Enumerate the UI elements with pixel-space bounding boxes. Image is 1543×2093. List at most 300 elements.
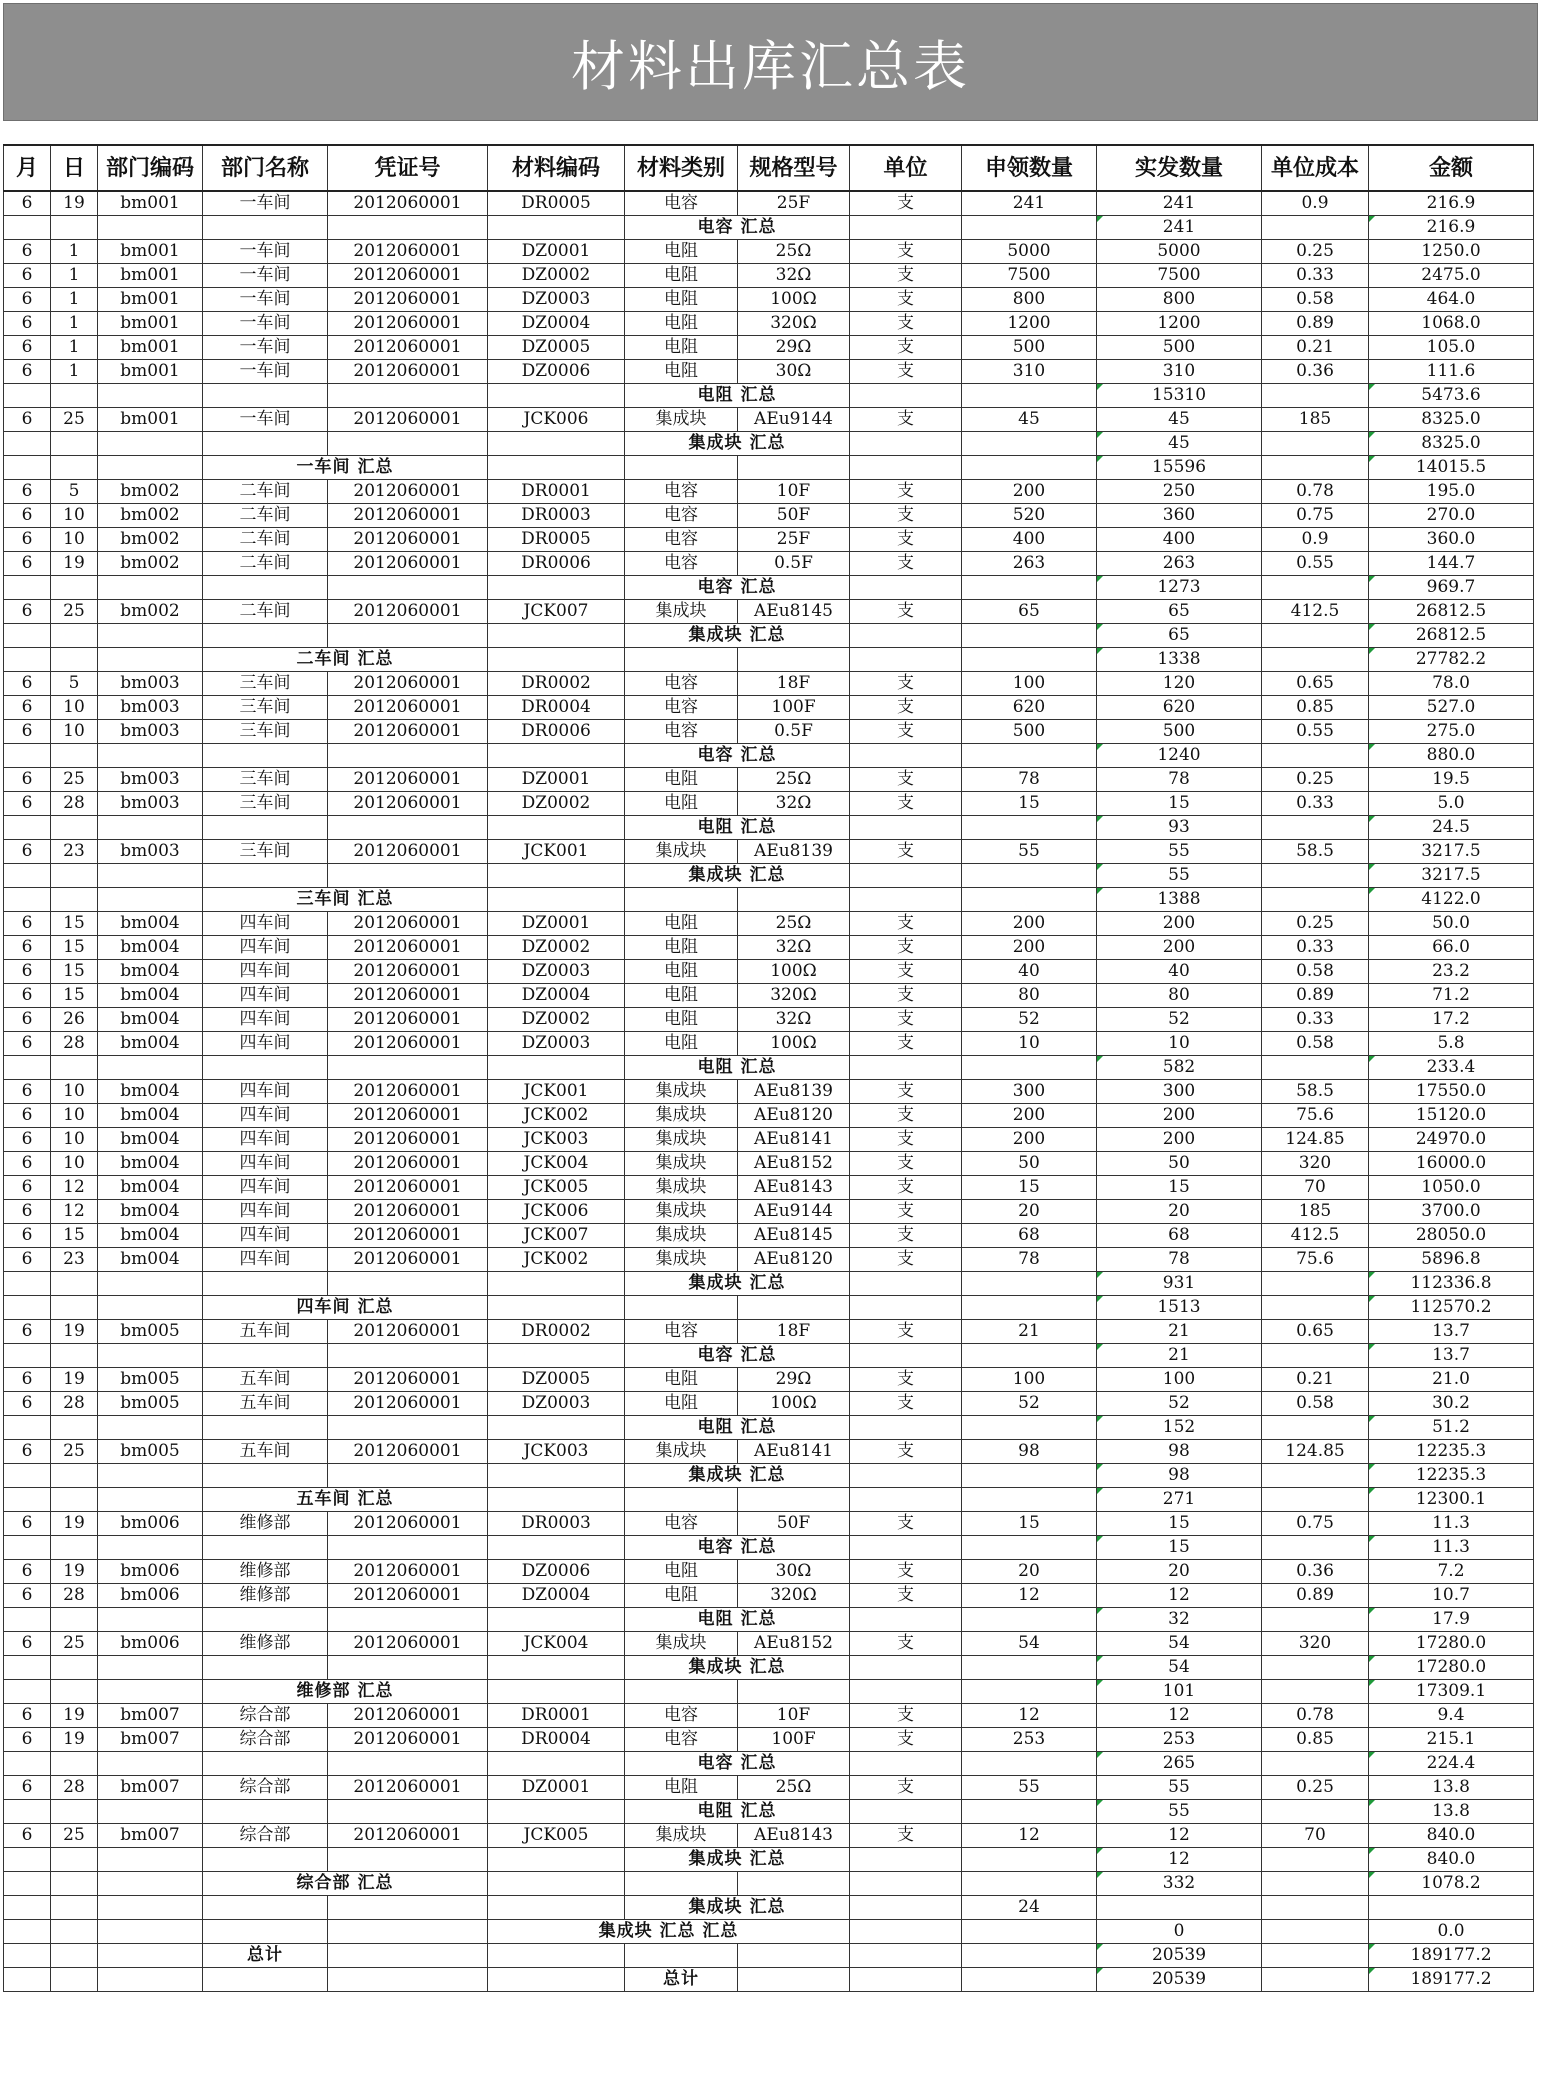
table-cell[interactable]: AEu8145 xyxy=(738,1224,850,1248)
table-cell[interactable]: bm001 xyxy=(98,240,203,264)
footer-category-label[interactable]: 集成块 汇总 xyxy=(625,1896,850,1920)
table-cell[interactable]: 0.85 xyxy=(1262,1728,1369,1752)
table-cell[interactable] xyxy=(203,864,328,888)
table-cell[interactable]: 253 xyxy=(962,1728,1097,1752)
table-cell[interactable]: 24970.0 xyxy=(1369,1128,1534,1152)
subtotal-label[interactable]: 电容 汇总 xyxy=(625,744,850,768)
table-cell[interactable]: bm007 xyxy=(98,1776,203,1800)
table-cell[interactable]: 2012060001 xyxy=(328,264,488,288)
table-cell[interactable] xyxy=(4,816,51,840)
table-cell[interactable]: 2012060001 xyxy=(328,1320,488,1344)
table-cell[interactable]: bm006 xyxy=(98,1560,203,1584)
table-cell[interactable] xyxy=(488,1608,625,1632)
table-cell[interactable]: 支 xyxy=(850,1200,962,1224)
table-cell[interactable] xyxy=(4,1920,51,1944)
subtotal-label[interactable]: 电阻 汇总 xyxy=(625,1800,850,1824)
table-cell[interactable] xyxy=(203,624,328,648)
table-cell[interactable]: 32Ω xyxy=(738,792,850,816)
table-cell[interactable] xyxy=(962,1656,1097,1680)
subtotal-amount[interactable]: 26812.5 xyxy=(1369,624,1534,648)
table-cell[interactable]: 105.0 xyxy=(1369,336,1534,360)
table-cell[interactable] xyxy=(625,1488,738,1512)
table-cell[interactable] xyxy=(962,1848,1097,1872)
table-cell[interactable] xyxy=(98,1848,203,1872)
table-cell[interactable]: AEu8141 xyxy=(738,1440,850,1464)
table-cell[interactable] xyxy=(51,1464,98,1488)
table-cell[interactable]: 集成块 xyxy=(625,1200,738,1224)
table-cell[interactable] xyxy=(850,432,962,456)
table-cell[interactable]: JCK003 xyxy=(488,1440,625,1464)
table-cell[interactable]: 四车间 xyxy=(203,1176,328,1200)
table-cell[interactable]: bm004 xyxy=(98,1176,203,1200)
table-cell[interactable]: 6 xyxy=(4,1248,51,1272)
table-cell[interactable]: bm003 xyxy=(98,840,203,864)
table-cell[interactable]: 216.9 xyxy=(1369,191,1534,216)
table-cell[interactable] xyxy=(962,1800,1097,1824)
table-cell[interactable]: 0.25 xyxy=(1262,768,1369,792)
table-cell[interactable]: DR0002 xyxy=(488,672,625,696)
table-cell[interactable]: 支 xyxy=(850,191,962,216)
table-cell[interactable]: 800 xyxy=(1097,288,1262,312)
table-cell[interactable]: 80 xyxy=(962,984,1097,1008)
table-cell[interactable]: 25F xyxy=(738,528,850,552)
table-cell[interactable]: bm004 xyxy=(98,1248,203,1272)
table-cell[interactable]: 320 xyxy=(1262,1632,1369,1656)
table-cell[interactable]: 6 xyxy=(4,1392,51,1416)
table-cell[interactable]: bm003 xyxy=(98,672,203,696)
table-cell[interactable]: 5000 xyxy=(1097,240,1262,264)
table-cell[interactable]: 3700.0 xyxy=(1369,1200,1534,1224)
table-cell[interactable]: 20 xyxy=(1097,1560,1262,1584)
table-cell[interactable]: 10 xyxy=(51,504,98,528)
grand-total-amount[interactable]: 189177.2 xyxy=(1369,1968,1534,1992)
table-cell[interactable]: 54 xyxy=(962,1632,1097,1656)
table-cell[interactable]: 185 xyxy=(1262,408,1369,432)
table-cell[interactable] xyxy=(203,1608,328,1632)
table-cell[interactable]: DZ0006 xyxy=(488,1560,625,1584)
table-cell[interactable]: 100 xyxy=(962,1368,1097,1392)
table-cell[interactable] xyxy=(488,888,625,912)
table-cell[interactable]: 6 xyxy=(4,1104,51,1128)
table-cell[interactable]: 100 xyxy=(1097,1368,1262,1392)
department-subtotal-label[interactable]: 三车间 汇总 xyxy=(203,888,488,912)
table-cell[interactable]: 23 xyxy=(51,1248,98,1272)
department-amount[interactable]: 12300.1 xyxy=(1369,1488,1534,1512)
table-cell[interactable]: 2012060001 xyxy=(328,360,488,384)
table-cell[interactable]: 500 xyxy=(1097,336,1262,360)
table-cell[interactable]: 电容 xyxy=(625,480,738,504)
table-cell[interactable]: 10.7 xyxy=(1369,1584,1534,1608)
table-cell[interactable]: 26812.5 xyxy=(1369,600,1534,624)
table-cell[interactable]: 0.85 xyxy=(1262,696,1369,720)
table-cell[interactable]: 320 xyxy=(1262,1152,1369,1176)
table-cell[interactable] xyxy=(1262,1920,1369,1944)
table-cell[interactable]: 0.33 xyxy=(1262,792,1369,816)
table-cell[interactable]: 6 xyxy=(4,1224,51,1248)
table-cell[interactable]: 26 xyxy=(51,1008,98,1032)
table-cell[interactable]: 2012060001 xyxy=(328,1824,488,1848)
table-cell[interactable]: 0.55 xyxy=(1262,552,1369,576)
table-cell[interactable] xyxy=(98,1656,203,1680)
table-cell[interactable]: 12 xyxy=(962,1704,1097,1728)
table-cell[interactable] xyxy=(4,1056,51,1080)
table-cell[interactable]: 70 xyxy=(1262,1176,1369,1200)
table-cell[interactable] xyxy=(328,1056,488,1080)
table-cell[interactable]: 电容 xyxy=(625,528,738,552)
table-cell[interactable]: 0.75 xyxy=(1262,504,1369,528)
table-cell[interactable]: 45 xyxy=(1097,408,1262,432)
table-cell[interactable]: bm006 xyxy=(98,1632,203,1656)
table-cell[interactable] xyxy=(328,816,488,840)
table-cell[interactable]: 支 xyxy=(850,1128,962,1152)
table-cell[interactable] xyxy=(98,888,203,912)
table-cell[interactable] xyxy=(1369,1896,1534,1920)
table-cell[interactable]: 6 xyxy=(4,360,51,384)
table-cell[interactable] xyxy=(1262,1800,1369,1824)
table-cell[interactable]: bm004 xyxy=(98,1128,203,1152)
table-cell[interactable] xyxy=(51,432,98,456)
table-cell[interactable]: 241 xyxy=(962,191,1097,216)
table-cell[interactable]: 78 xyxy=(962,1248,1097,1272)
table-cell[interactable]: 7500 xyxy=(1097,264,1262,288)
table-cell[interactable]: DZ0005 xyxy=(488,1368,625,1392)
table-cell[interactable]: 28 xyxy=(51,792,98,816)
table-cell[interactable]: DZ0004 xyxy=(488,984,625,1008)
table-cell[interactable]: 253 xyxy=(1097,1728,1262,1752)
table-cell[interactable] xyxy=(51,456,98,480)
table-cell[interactable] xyxy=(488,816,625,840)
table-cell[interactable]: 400 xyxy=(1097,528,1262,552)
table-cell[interactable]: 6 xyxy=(4,408,51,432)
table-cell[interactable] xyxy=(51,1920,98,1944)
table-cell[interactable]: 0.58 xyxy=(1262,1392,1369,1416)
table-cell[interactable] xyxy=(962,1536,1097,1560)
table-cell[interactable]: 四车间 xyxy=(203,1248,328,1272)
table-cell[interactable] xyxy=(962,744,1097,768)
table-cell[interactable] xyxy=(738,1296,850,1320)
table-cell[interactable]: 6 xyxy=(4,672,51,696)
table-cell[interactable] xyxy=(625,888,738,912)
subtotal-label[interactable]: 集成块 汇总 xyxy=(625,864,850,888)
table-cell[interactable]: 2012060001 xyxy=(328,1632,488,1656)
table-cell[interactable]: 维修部 xyxy=(203,1560,328,1584)
table-cell[interactable]: 3217.5 xyxy=(1369,840,1534,864)
table-cell[interactable]: 120 xyxy=(1097,672,1262,696)
table-cell[interactable]: 支 xyxy=(850,792,962,816)
table-cell[interactable]: 支 xyxy=(850,1632,962,1656)
table-cell[interactable]: 28 xyxy=(51,1776,98,1800)
table-cell[interactable]: 一车间 xyxy=(203,360,328,384)
table-cell[interactable]: 电阻 xyxy=(625,984,738,1008)
table-cell[interactable]: 支 xyxy=(850,1248,962,1272)
table-cell[interactable]: 68 xyxy=(962,1224,1097,1248)
table-cell[interactable]: 15 xyxy=(962,792,1097,816)
table-cell[interactable] xyxy=(203,1656,328,1680)
table-cell[interactable] xyxy=(962,1056,1097,1080)
table-cell[interactable]: 一车间 xyxy=(203,240,328,264)
table-cell[interactable]: bm004 xyxy=(98,984,203,1008)
table-cell[interactable] xyxy=(1262,1488,1369,1512)
table-cell[interactable] xyxy=(738,888,850,912)
subtotal-amount[interactable]: 969.7 xyxy=(1369,576,1534,600)
table-cell[interactable] xyxy=(962,1920,1097,1944)
table-cell[interactable]: 71.2 xyxy=(1369,984,1534,1008)
table-cell[interactable]: 0.5F xyxy=(738,720,850,744)
table-cell[interactable]: 2012060001 xyxy=(328,1008,488,1032)
table-cell[interactable]: 支 xyxy=(850,1320,962,1344)
table-cell[interactable] xyxy=(4,432,51,456)
table-cell[interactable]: 6 xyxy=(4,960,51,984)
table-cell[interactable]: 0.75 xyxy=(1262,1512,1369,1536)
table-cell[interactable]: 0.55 xyxy=(1262,720,1369,744)
table-cell[interactable]: 6 xyxy=(4,1008,51,1032)
subtotal-amount[interactable]: 840.0 xyxy=(1369,1848,1534,1872)
table-cell[interactable]: 6 xyxy=(4,1584,51,1608)
table-cell[interactable]: 100 xyxy=(962,672,1097,696)
subtotal-amount[interactable]: 112336.8 xyxy=(1369,1272,1534,1296)
table-cell[interactable] xyxy=(4,1344,51,1368)
table-cell[interactable]: 75.6 xyxy=(1262,1104,1369,1128)
table-cell[interactable]: 100Ω xyxy=(738,960,850,984)
subtotal-label[interactable]: 集成块 汇总 xyxy=(625,624,850,648)
table-cell[interactable] xyxy=(98,1272,203,1296)
column-header[interactable]: 单位成本 xyxy=(1262,145,1369,191)
footer-actual-qty[interactable]: 0 xyxy=(1097,1920,1262,1944)
table-cell[interactable]: DR0006 xyxy=(488,720,625,744)
table-cell[interactable] xyxy=(962,576,1097,600)
table-cell[interactable] xyxy=(1262,1872,1369,1896)
table-cell[interactable]: AEu8139 xyxy=(738,840,850,864)
table-cell[interactable] xyxy=(962,1272,1097,1296)
table-cell[interactable]: 0.25 xyxy=(1262,240,1369,264)
table-cell[interactable]: DR0003 xyxy=(488,1512,625,1536)
table-cell[interactable]: 五车间 xyxy=(203,1320,328,1344)
table-cell[interactable]: bm001 xyxy=(98,336,203,360)
table-cell[interactable]: 2012060001 xyxy=(328,1152,488,1176)
table-cell[interactable]: bm001 xyxy=(98,264,203,288)
table-cell[interactable]: 2012060001 xyxy=(328,1080,488,1104)
table-cell[interactable] xyxy=(738,1872,850,1896)
table-cell[interactable] xyxy=(4,1656,51,1680)
table-cell[interactable] xyxy=(203,1056,328,1080)
table-cell[interactable]: 32Ω xyxy=(738,936,850,960)
table-cell[interactable]: 集成块 xyxy=(625,1104,738,1128)
subtotal-actual-qty[interactable]: 65 xyxy=(1097,624,1262,648)
table-cell[interactable]: 78 xyxy=(1097,1248,1262,1272)
table-cell[interactable]: 0.9 xyxy=(1262,191,1369,216)
table-cell[interactable]: 0.21 xyxy=(1262,336,1369,360)
table-cell[interactable]: 0.36 xyxy=(1262,1560,1369,1584)
table-cell[interactable]: 6 xyxy=(4,1320,51,1344)
table-cell[interactable]: 200 xyxy=(1097,1104,1262,1128)
table-cell[interactable] xyxy=(51,744,98,768)
table-cell[interactable]: bm002 xyxy=(98,600,203,624)
table-cell[interactable]: 0.58 xyxy=(1262,288,1369,312)
table-cell[interactable]: DZ0001 xyxy=(488,912,625,936)
table-cell[interactable] xyxy=(625,1944,738,1968)
table-cell[interactable]: 1 xyxy=(51,336,98,360)
table-cell[interactable]: 15 xyxy=(962,1512,1097,1536)
table-cell[interactable] xyxy=(488,432,625,456)
table-cell[interactable]: 电阻 xyxy=(625,1368,738,1392)
table-cell[interactable]: 15 xyxy=(1097,1512,1262,1536)
table-cell[interactable] xyxy=(203,1272,328,1296)
table-cell[interactable]: 11.3 xyxy=(1369,1512,1534,1536)
table-cell[interactable] xyxy=(4,384,51,408)
table-cell[interactable] xyxy=(98,1488,203,1512)
table-cell[interactable] xyxy=(4,1272,51,1296)
table-cell[interactable]: 四车间 xyxy=(203,1128,328,1152)
table-cell[interactable] xyxy=(850,1416,962,1440)
table-cell[interactable] xyxy=(98,1056,203,1080)
table-cell[interactable]: 10 xyxy=(51,720,98,744)
department-subtotal-label[interactable]: 综合部 汇总 xyxy=(203,1872,488,1896)
department-actual-qty[interactable]: 332 xyxy=(1097,1872,1262,1896)
table-cell[interactable]: 2012060001 xyxy=(328,312,488,336)
table-cell[interactable] xyxy=(51,816,98,840)
table-cell[interactable] xyxy=(4,864,51,888)
subtotal-label[interactable]: 电容 汇总 xyxy=(625,1752,850,1776)
table-cell[interactable] xyxy=(962,1680,1097,1704)
table-cell[interactable]: 200 xyxy=(962,480,1097,504)
table-cell[interactable]: 412.5 xyxy=(1262,600,1369,624)
table-cell[interactable]: 200 xyxy=(962,1104,1097,1128)
table-cell[interactable]: DZ0003 xyxy=(488,1032,625,1056)
table-cell[interactable] xyxy=(738,1488,850,1512)
table-cell[interactable] xyxy=(51,1344,98,1368)
table-cell[interactable] xyxy=(4,1800,51,1824)
table-cell[interactable] xyxy=(488,384,625,408)
table-cell[interactable]: 464.0 xyxy=(1369,288,1534,312)
table-cell[interactable]: bm004 xyxy=(98,1200,203,1224)
table-cell[interactable]: 电阻 xyxy=(625,1584,738,1608)
department-amount[interactable]: 14015.5 xyxy=(1369,456,1534,480)
table-cell[interactable]: 电阻 xyxy=(625,240,738,264)
table-cell[interactable]: 98 xyxy=(1097,1440,1262,1464)
department-actual-qty[interactable]: 1388 xyxy=(1097,888,1262,912)
table-cell[interactable]: 二车间 xyxy=(203,528,328,552)
table-cell[interactable] xyxy=(962,216,1097,240)
table-cell[interactable]: 0.21 xyxy=(1262,1368,1369,1392)
subtotal-actual-qty[interactable]: 12 xyxy=(1097,1848,1262,1872)
table-cell[interactable]: DR0005 xyxy=(488,191,625,216)
table-cell[interactable]: 支 xyxy=(850,408,962,432)
table-cell[interactable] xyxy=(203,1536,328,1560)
table-cell[interactable]: 6 xyxy=(4,1152,51,1176)
table-cell[interactable]: bm002 xyxy=(98,528,203,552)
table-cell[interactable]: DR0006 xyxy=(488,552,625,576)
table-cell[interactable] xyxy=(1262,1968,1369,1992)
department-actual-qty[interactable]: 271 xyxy=(1097,1488,1262,1512)
table-cell[interactable] xyxy=(51,1680,98,1704)
table-cell[interactable] xyxy=(4,624,51,648)
table-cell[interactable]: 10 xyxy=(51,1104,98,1128)
table-cell[interactable]: 6 xyxy=(4,264,51,288)
subtotal-amount[interactable]: 51.2 xyxy=(1369,1416,1534,1440)
table-cell[interactable] xyxy=(203,744,328,768)
table-cell[interactable]: 2475.0 xyxy=(1369,264,1534,288)
table-cell[interactable]: 12 xyxy=(51,1176,98,1200)
table-cell[interactable]: 支 xyxy=(850,1152,962,1176)
table-cell[interactable] xyxy=(850,1344,962,1368)
table-cell[interactable]: AEu9144 xyxy=(738,408,850,432)
table-cell[interactable]: 2012060001 xyxy=(328,696,488,720)
table-cell[interactable] xyxy=(98,1752,203,1776)
table-cell[interactable] xyxy=(850,1752,962,1776)
table-cell[interactable]: 6 xyxy=(4,1824,51,1848)
table-cell[interactable] xyxy=(488,1536,625,1560)
table-cell[interactable]: 75.6 xyxy=(1262,1248,1369,1272)
subtotal-amount[interactable]: 224.4 xyxy=(1369,1752,1534,1776)
table-cell[interactable]: 集成块 xyxy=(625,1224,738,1248)
table-cell[interactable]: 支 xyxy=(850,1704,962,1728)
table-cell[interactable]: DZ0003 xyxy=(488,288,625,312)
subtotal-actual-qty[interactable]: 931 xyxy=(1097,1272,1262,1296)
table-cell[interactable] xyxy=(488,1296,625,1320)
table-cell[interactable]: 四车间 xyxy=(203,1224,328,1248)
subtotal-amount[interactable]: 13.8 xyxy=(1369,1800,1534,1824)
table-cell[interactable]: 195.0 xyxy=(1369,480,1534,504)
table-cell[interactable]: 25 xyxy=(51,408,98,432)
table-cell[interactable]: bm002 xyxy=(98,552,203,576)
table-cell[interactable]: 400 xyxy=(962,528,1097,552)
table-cell[interactable] xyxy=(51,384,98,408)
table-cell[interactable]: 6 xyxy=(4,1560,51,1584)
table-cell[interactable]: bm007 xyxy=(98,1824,203,1848)
table-cell[interactable]: 19 xyxy=(51,1320,98,1344)
table-cell[interactable]: 28050.0 xyxy=(1369,1224,1534,1248)
table-cell[interactable] xyxy=(98,624,203,648)
table-cell[interactable]: 6 xyxy=(4,552,51,576)
table-cell[interactable]: AEu8145 xyxy=(738,600,850,624)
table-cell[interactable]: 2012060001 xyxy=(328,720,488,744)
table-cell[interactable]: 支 xyxy=(850,840,962,864)
table-cell[interactable]: 6 xyxy=(4,984,51,1008)
table-cell[interactable] xyxy=(328,1608,488,1632)
table-cell[interactable]: 25 xyxy=(51,1632,98,1656)
table-cell[interactable] xyxy=(328,624,488,648)
table-cell[interactable]: 15 xyxy=(51,936,98,960)
table-cell[interactable]: 支 xyxy=(850,1440,962,1464)
table-cell[interactable]: 10 xyxy=(51,528,98,552)
table-cell[interactable]: 2012060001 xyxy=(328,1224,488,1248)
table-cell[interactable] xyxy=(962,456,1097,480)
table-cell[interactable] xyxy=(4,1752,51,1776)
table-cell[interactable] xyxy=(328,864,488,888)
table-cell[interactable]: 2012060001 xyxy=(328,960,488,984)
table-cell[interactable] xyxy=(98,1680,203,1704)
table-cell[interactable]: 6 xyxy=(4,1632,51,1656)
table-cell[interactable] xyxy=(328,1344,488,1368)
table-cell[interactable]: JCK007 xyxy=(488,1224,625,1248)
table-cell[interactable]: 四车间 xyxy=(203,1200,328,1224)
subtotal-label[interactable]: 电容 汇总 xyxy=(625,1536,850,1560)
table-cell[interactable]: 12235.3 xyxy=(1369,1440,1534,1464)
table-cell[interactable]: 7.2 xyxy=(1369,1560,1534,1584)
table-cell[interactable] xyxy=(98,816,203,840)
table-cell[interactable]: 50 xyxy=(1097,1152,1262,1176)
table-cell[interactable] xyxy=(1262,624,1369,648)
table-cell[interactable]: bm005 xyxy=(98,1320,203,1344)
table-cell[interactable]: AEu8143 xyxy=(738,1824,850,1848)
table-cell[interactable]: DZ0001 xyxy=(488,768,625,792)
table-cell[interactable] xyxy=(328,1920,488,1944)
table-cell[interactable]: 6 xyxy=(4,1128,51,1152)
table-cell[interactable] xyxy=(850,1968,962,1992)
table-cell[interactable]: 0.25 xyxy=(1262,912,1369,936)
table-cell[interactable]: 23 xyxy=(51,840,98,864)
table-cell[interactable]: 40 xyxy=(962,960,1097,984)
